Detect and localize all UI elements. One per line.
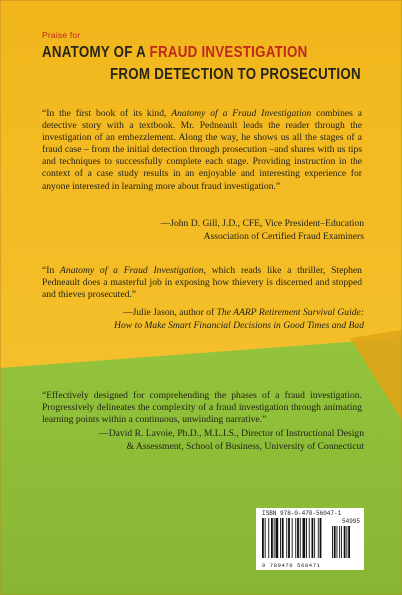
price-bar [341, 526, 342, 558]
barcode-bar [292, 518, 293, 558]
barcode-bar [306, 518, 307, 558]
barcode-digits: 9 780470 560471 [262, 562, 321, 569]
quote-3-attribution-line1: —David R. Lavoie, Ph.D., M.L.I.S., Director of Instructional Design [99, 428, 364, 439]
quote-2-part-a: “In [42, 265, 61, 276]
barcode-bar [265, 518, 266, 558]
barcode-bar [286, 518, 287, 558]
barcode-bar [300, 518, 301, 558]
barcode-bar [276, 518, 279, 558]
barcode-bar [295, 518, 296, 558]
barcode-bar [303, 518, 306, 558]
quote-1-part-b: combines a detective story with a textbook. Mr. Pedneault leads the reader through the investigation of an embezzlement. Along the way, he shows us all the stages of a fraud case – from the initial detection through prosecution –and shares with us tips and techniques to successfully complete each stage. Providing instruction in the context of a case study results in an enjoyable and interesting experience for anyone interested in learning more about fraud investigation.” [42, 108, 362, 192]
quote-3: “Effectively designed for comprehending the phases of a fraud investigation. Progressively delineates the complexity of a fraud investigation through animating learning points within a continuous, unwinding narrative.” [42, 390, 362, 426]
barcode-bar [320, 518, 322, 558]
barcode-bar [309, 518, 310, 558]
quote-1-part-a: “In the first book of its kind, [42, 108, 172, 119]
barcode-bar [297, 518, 299, 558]
quote-2-part-b: which reads like a thriller, Stephen Pedneault does a masterful job in exposing how thievery is discerned and stopped and thieves prosecuted.” [42, 265, 362, 301]
barcode-bar [282, 518, 284, 558]
book-title-line2: FROM DETECTION TO PROSECUTION [110, 66, 361, 83]
quote-1-attribution-line2: Association of Certified Fraud Examiners [203, 231, 364, 242]
barcode-bar [271, 518, 273, 558]
quote-2-attribution-prefix: —Julie Jason, author of [123, 307, 217, 318]
quote-2-attribution-line1 [123, 307, 364, 319]
book-title-line1 [42, 44, 307, 62]
price-bar [348, 526, 350, 558]
title-prefix: ANATOMY OF A [42, 44, 146, 61]
quote-1 [42, 108, 362, 193]
quote-2-attribution-line2: How to Make Smart Financial Decisions in Good Times and Bad [114, 320, 364, 331]
quote-2-attribution-title: The AARP Retirement Survival Guide: [216, 307, 364, 318]
barcode-bar [312, 518, 314, 558]
praise-label: Praise for [42, 30, 81, 40]
price-bar [339, 526, 340, 558]
quote-1-book-title: Anatomy of a Fraud Investigation [171, 108, 312, 119]
barcode-bars [262, 518, 361, 562]
barcode-bar [288, 518, 290, 558]
price-code: 54995 [342, 518, 361, 525]
barcode-bar [318, 518, 319, 558]
price-bar [344, 526, 346, 558]
barcode-bar [262, 518, 264, 558]
barcode-bar [274, 518, 275, 558]
price-bar [332, 526, 333, 558]
isbn-text: ISBN 978-0-470-56047-1 [262, 510, 342, 517]
barcode-bar [268, 518, 269, 558]
price-bar [337, 526, 338, 558]
barcode-bar [314, 518, 315, 558]
quote-3-attribution-line2: & Assessment, School of Business, University of Connecticut [126, 441, 364, 452]
price-bar [334, 526, 336, 558]
title-highlight: FRAUD INVESTIGATION [149, 44, 308, 61]
quote-2-book-title: Anatomy of a Fraud Investigation, [60, 265, 206, 276]
barcode-bar [280, 518, 281, 558]
quote-2 [42, 265, 362, 301]
price-bar [346, 526, 347, 558]
quote-1-attribution-line1: —John D. Gill, J.D., CFE, Vice President–Education [160, 218, 364, 229]
